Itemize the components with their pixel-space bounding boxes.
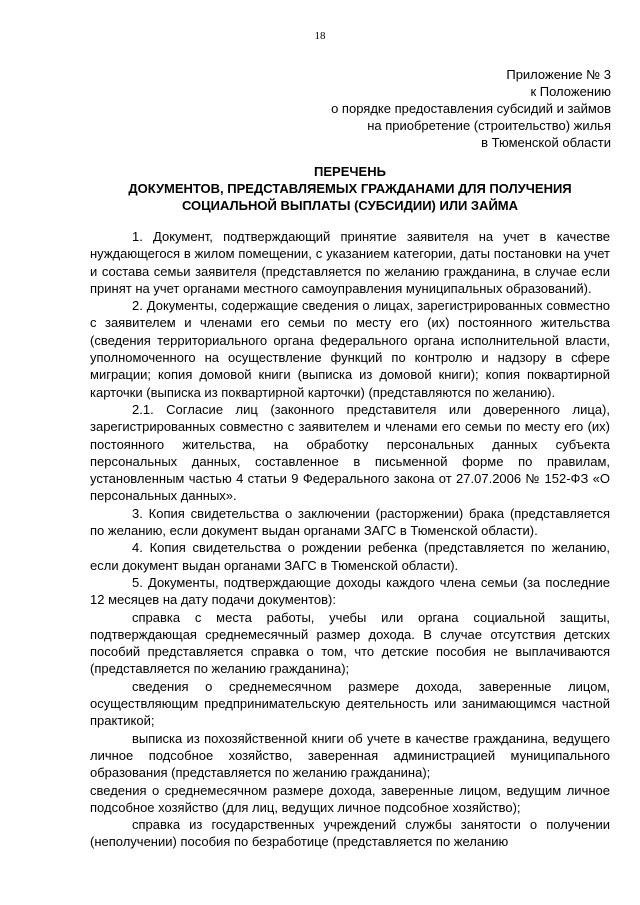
appendix-header <box>191 66 611 151</box>
paragraph-household-income: сведения о среднемесячном размере дохода, заверенные лицом, ведущим личное подсобное хозяйство (для лиц, ведущих личное подсобное хозяйство); <box>90 782 610 815</box>
paragraph-item-3: 3. Копия свидетельства о заключении (расторжении) брака (представляется по желанию, если документ выдан органами ЗАГС в Тюменской области). <box>90 505 610 539</box>
paragraph-item-1: 1. Документ, подтверждающий принятие заявителя на учет в качестве нуждающегося в жилом помещении, с указанием категории, даты постановки на учет и состава семьи заявителя (представляется по желанию гражданина, в случае если принят на учет органами местного самоуправления муниципальных образований). <box>90 229 610 296</box>
document-title <box>60 163 640 214</box>
paragraph-item-4: 4. Копия свидетельства о рождении ребенка (представляется по желанию, если документ выдан органами ЗАГС в Тюменской области). <box>90 540 610 573</box>
appendix-line: к Положению <box>530 84 611 99</box>
paragraph-entrepreneur-income: сведения о среднемесячном размере дохода, заверенные лицом, осуществляющим предпринимательскую деятельность или занимающимся частной практикой; <box>90 678 610 729</box>
appendix-line: на приобретение (строительство) жилья <box>367 118 611 133</box>
paragraph-item-2-1: 2.1. Согласие лиц (законного представителя или доверенного лица), зарегистрированных совместно с заявителем и членами его семьи по месту его (их) постоянного жительства, на обработку персональных данных субъекта персональных данных, составленное в письменной форме по правилам, установленным частью 4 статьи 9 Федерального закона от 27.07.2006 № 152-ФЗ «О персональных данных». <box>90 401 610 504</box>
title-line: ДОКУМЕНТОВ, ПРЕДСТАВЛЯЕМЫХ ГРАЖДАНАМИ ДЛЯ ПОЛУЧЕНИЯ <box>128 181 572 196</box>
paragraph-employment-service: справка из государственных учреждений службы занятости о получении (неполучении) пособия по безработице (представляется по желанию <box>90 817 610 850</box>
paragraph-item-5: 5. Документы, подтверждающие доходы каждого члена семьи (за последние 12 месяцев на дату подачи документов): <box>90 574 610 608</box>
paragraph-income-certificate: справка с места работы, учебы или органа социальной защиты, подтверждающая среднемесячный размер дохода. В случае отсутствия детских пособий представляется справка о том, что детские пособия не выплачиваются (представляется по желанию гражданина); <box>90 609 610 677</box>
title-line: СОЦИАЛЬНОЙ ВЫПЛАТЫ (СУБСИДИИ) ИЛИ ЗАЙМА <box>181 198 519 213</box>
page-number: 18 <box>314 30 326 42</box>
appendix-line: Приложение № 3 <box>506 67 611 82</box>
title-line: ПЕРЕЧЕНЬ <box>314 164 386 179</box>
document-body <box>90 228 610 851</box>
paragraph-item-2: 2. Документы, содержащие сведения о лицах, зарегистрированных совместно с заявителем и членами его семьи по месту его (их) постоянного жительства (сведения территориального органа федерального органа исполнительной власти, уполномоченного на осуществление функций по контролю и надзору в сфере миграции; копия домовой книги (выписка из домовой книги); копия поквартирной карточки (выписка из поквартирной карточки) (представляются по желанию). <box>90 298 610 400</box>
appendix-line: о порядке предоставления субсидий и займов <box>331 101 611 116</box>
paragraph-household-book: выписка из похозяйственной книги об учете в качестве гражданина, ведущего личное подсобное хозяйство, заверенная администрацией муниципального образования (представляется по желанию гражданина); <box>90 730 610 781</box>
appendix-line: в Тюменской области <box>481 135 611 150</box>
